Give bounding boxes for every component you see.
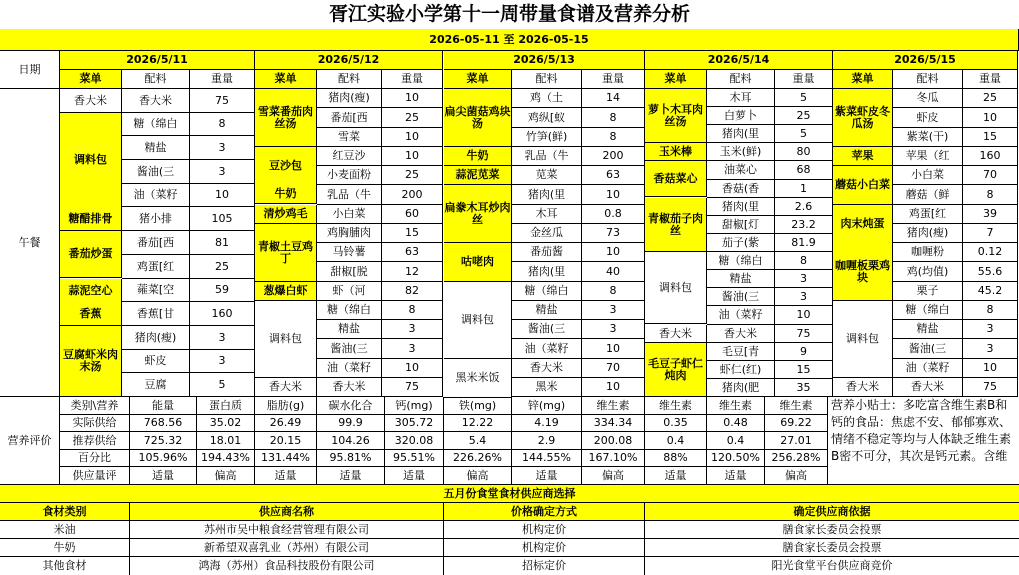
ingredient-cell: 木耳 xyxy=(512,205,582,224)
nutrition-value: 适量 xyxy=(317,467,385,485)
weight-cell: 3 xyxy=(190,326,255,350)
col-header-ingredient: 配料 xyxy=(317,70,382,89)
ingredient-cell: 糖（绵白 xyxy=(893,301,963,320)
ingredient-cell: 糖（绵白 xyxy=(707,252,775,270)
dish-name: 蘑菇小白菜 xyxy=(833,166,893,205)
ingredient-cell: 小白菜 xyxy=(893,166,963,185)
nutrition-value: 131.44% xyxy=(255,450,317,467)
dish-name: 糖醋排骨 xyxy=(60,207,122,231)
ingredient-cell: 酱油(三 xyxy=(122,160,190,184)
col-header-weight: 重量 xyxy=(190,70,255,89)
weight-cell: 23.2 xyxy=(775,216,833,234)
nutrition-value: 适量 xyxy=(385,467,444,485)
weight-cell: 105 xyxy=(190,207,255,231)
nutrition-value: 铁(mg) xyxy=(444,397,512,415)
weight-cell: 0.12 xyxy=(963,243,1018,262)
nutrition-value: 适量 xyxy=(255,467,317,485)
ingredient-cell: 鸡（土 xyxy=(512,89,582,108)
nutrition-value: 12.22 xyxy=(444,415,512,432)
weight-cell: 3 xyxy=(382,320,443,339)
ingredient-cell: 黑米 xyxy=(512,378,582,397)
col-header-weight: 重量 xyxy=(963,70,1018,89)
supplier-cell: 米油 xyxy=(0,521,130,539)
ingredient-cell: 乳品（牛 xyxy=(512,147,582,166)
weight-cell: 10 xyxy=(382,359,443,378)
ingredient-cell: 酱油(三 xyxy=(317,339,382,359)
nutrition-value: 锌(mg) xyxy=(512,397,582,415)
ingredient-cell: 玉米(鲜) xyxy=(707,143,775,161)
nutrition-value: 5.4 xyxy=(444,432,512,450)
day-date: 2026/5/12 xyxy=(255,51,443,70)
dish-name: 调料包 xyxy=(444,282,512,359)
nutrition-value: 69.22 xyxy=(765,415,828,432)
weight-cell: 25 xyxy=(382,108,443,128)
ingredient-cell: 栗子 xyxy=(893,282,963,301)
supplier-cell: 牛奶 xyxy=(0,539,130,557)
dish-name: 肉末炖蛋 xyxy=(833,205,893,244)
weight-cell: 3 xyxy=(190,350,255,373)
nutrition-value: 99.9 xyxy=(317,415,385,432)
weight-cell: 10 xyxy=(190,184,255,207)
col-header-weight: 重量 xyxy=(382,70,443,89)
nutrition-value: 0.35 xyxy=(645,415,707,432)
col-header-ingredient: 配料 xyxy=(122,70,190,89)
ingredient-cell: 蕹菜[空 xyxy=(122,279,190,302)
ingredient-cell: 猪肉(瘦) xyxy=(122,326,190,350)
weight-cell: 5 xyxy=(775,125,833,143)
nutrition-value: 334.34 xyxy=(582,415,645,432)
supplier-title: 五月份食堂食材供应商选择 xyxy=(0,485,1019,503)
ingredient-cell: 鸡蛋[红 xyxy=(893,205,963,224)
weight-cell: 5 xyxy=(775,89,833,107)
weight-cell: 75 xyxy=(190,89,255,113)
ingredient-cell: 糖（绵白 xyxy=(122,113,190,136)
nutrition-value: 27.01 xyxy=(765,432,828,450)
dish-name: 牛奶 xyxy=(255,185,317,204)
lunch-label: 午餐 xyxy=(0,89,60,397)
weight-cell: 3 xyxy=(775,288,833,306)
dish-name: 雪菜番茄肉丝汤 xyxy=(255,89,317,147)
dish-name: 黑米米饭 xyxy=(444,359,512,398)
nutrition-value: 194.43% xyxy=(197,450,255,467)
supplier-cell: 其他食材 xyxy=(0,557,130,575)
ingredient-cell: 苹果（红 xyxy=(893,147,963,166)
weight-cell: 81.9 xyxy=(775,234,833,252)
weight-cell: 10 xyxy=(382,128,443,147)
nutrition-value: 305.72 xyxy=(385,415,444,432)
ingredient-cell: 小麦面粉 xyxy=(317,166,382,185)
day-date: 2026/5/11 xyxy=(60,51,255,70)
nutrition-eval-label: 营养评价 xyxy=(0,397,60,485)
weight-cell: 70 xyxy=(582,359,645,378)
ingredient-cell: 番茄[西 xyxy=(317,108,382,128)
nutrition-value: 0.4 xyxy=(645,432,707,450)
ingredient-cell: 油（菜籽 xyxy=(893,359,963,378)
weight-cell: 10 xyxy=(382,89,443,108)
dish-name: 牛奶 xyxy=(444,147,512,166)
nutrition-value: 维生素 xyxy=(582,397,645,415)
dish-name: 蒜泥空心 xyxy=(60,279,122,303)
weight-cell: 3 xyxy=(582,301,645,320)
weight-cell: 160 xyxy=(190,302,255,326)
ingredient-cell: 猪肉(肥 xyxy=(707,379,775,397)
dish-name: 玉米棒 xyxy=(645,143,707,161)
ingredient-cell: 雪菜 xyxy=(317,128,382,147)
ingredient-cell: 酱油(三 xyxy=(707,288,775,306)
weight-cell: 8 xyxy=(582,108,645,128)
nutrition-value: 725.32 xyxy=(130,432,197,450)
dish-name: 香大米 xyxy=(60,89,122,113)
nutrition-value: 105.96% xyxy=(130,450,197,467)
dish-name: 扁尖菌菇鸡块汤 xyxy=(444,89,512,147)
nutrition-row-label: 百分比 xyxy=(60,450,130,467)
ingredient-cell: 猪肉(瘦) xyxy=(893,224,963,243)
sheet-title: 胥江实验小学第十一周带量食谱及营养分析 xyxy=(0,0,1019,30)
nutrition-row-label: 类别\营养 xyxy=(60,397,130,415)
weight-cell: 3 xyxy=(963,320,1018,339)
day-date: 2026/5/15 xyxy=(833,51,1018,70)
ingredient-cell: 鸡蛋[红 xyxy=(122,255,190,279)
ingredient-cell: 糖（绵白 xyxy=(512,282,582,301)
ingredient-cell: 香菇(香 xyxy=(707,180,775,198)
col-header-dish: 菜单 xyxy=(444,70,512,89)
nutrition-value: 18.01 xyxy=(197,432,255,450)
weight-cell: 3 xyxy=(582,320,645,339)
col-header-dish: 菜单 xyxy=(255,70,317,89)
dish-name: 青椒土豆鸡丁 xyxy=(255,224,317,282)
nutrition-value: 200.08 xyxy=(582,432,645,450)
nutrition-value: 2.9 xyxy=(512,432,582,450)
nutrition-value: 120.50% xyxy=(707,450,765,467)
weight-cell: 60 xyxy=(382,205,443,224)
supplier-cell: 阳光食堂平台供应商竞价 xyxy=(771,559,893,572)
nutrition-value: 26.49 xyxy=(255,415,317,432)
ingredient-cell: 白萝卜 xyxy=(707,107,775,125)
date-label: 日期 xyxy=(0,51,60,89)
weight-cell: 3 xyxy=(190,160,255,184)
weight-cell: 39 xyxy=(963,205,1018,224)
weight-cell: 10 xyxy=(582,378,645,397)
nutrition-value: 维生素 xyxy=(707,397,765,415)
weight-cell: 25 xyxy=(963,89,1018,108)
ingredient-cell: 苋菜 xyxy=(512,166,582,185)
weight-cell: 12 xyxy=(382,262,443,282)
supplier-cell: 机构定价 xyxy=(444,539,645,557)
nutrition-value: 20.15 xyxy=(255,432,317,450)
ingredient-cell: 酱油(三 xyxy=(893,339,963,359)
ingredient-cell: 油（菜籽 xyxy=(317,359,382,378)
weight-cell: 40 xyxy=(582,262,645,282)
ingredient-cell: 香大米 xyxy=(122,89,190,113)
dish-name: 调料包 xyxy=(255,301,317,378)
ingredient-cell: 鸡(均值) xyxy=(893,262,963,282)
weight-cell: 73 xyxy=(582,224,645,243)
nutrition-value: 偏高 xyxy=(765,467,828,485)
dish-name: 紫菜虾皮冬瓜汤 xyxy=(833,89,893,147)
weight-cell: 10 xyxy=(963,108,1018,128)
dish-name: 豆腐虾米肉末汤 xyxy=(60,326,122,397)
ingredient-cell: 精盐 xyxy=(512,301,582,320)
weight-cell: 3 xyxy=(775,270,833,288)
col-header-ingredient: 配料 xyxy=(512,70,582,89)
ingredient-cell: 番茄酱 xyxy=(512,243,582,262)
nutrition-value: 95.51% xyxy=(385,450,444,467)
dish-name: 扁豢木耳炒肉丝 xyxy=(444,185,512,243)
dish-name: 毛豆子虾仁炖肉 xyxy=(645,343,707,397)
weight-cell: 25 xyxy=(382,166,443,185)
nutrition-row-label: 实际供给 xyxy=(60,415,130,432)
ingredient-cell: 金丝瓜 xyxy=(512,224,582,243)
ingredient-cell: 糖（绵白 xyxy=(317,301,382,320)
supplier-cell: 膳食家长委员会投票 xyxy=(645,521,1019,539)
ingredient-cell: 香大米 xyxy=(707,325,775,343)
col-header-dish: 菜单 xyxy=(833,70,893,89)
ingredient-cell: 冬瓜 xyxy=(893,89,963,108)
nutrition-value: 88% xyxy=(645,450,707,467)
ingredient-cell: 精盐 xyxy=(707,270,775,288)
ingredient-cell: 精盐 xyxy=(317,320,382,339)
ingredient-cell: 香大米 xyxy=(512,359,582,378)
nutrition-value: 35.02 xyxy=(197,415,255,432)
nutrition-value: 适量 xyxy=(707,467,765,485)
nutrition-value: 维生素 xyxy=(645,397,707,415)
weight-cell: 55.6 xyxy=(963,262,1018,282)
ingredient-cell: 香蕉[甘 xyxy=(122,302,190,326)
weight-cell: 59 xyxy=(190,279,255,302)
weight-cell: 81 xyxy=(190,231,255,255)
nutrition-row-label: 供应量评 xyxy=(60,467,130,485)
supplier-header: 价格确定方式 xyxy=(444,503,645,521)
supplier-cell: 招标定价 xyxy=(444,557,645,575)
dish-name: 豆沙包 xyxy=(255,147,317,186)
supplier-cell: 苏州市吴中粮食经营管理有限公司 xyxy=(130,521,444,539)
weight-cell: 8 xyxy=(582,128,645,147)
dish-name: 调料包 xyxy=(645,252,707,324)
weight-cell: 15 xyxy=(775,361,833,379)
dish-name: 香菇菜心 xyxy=(645,161,707,197)
nutrition-value: 4.19 xyxy=(512,415,582,432)
weight-cell: 15 xyxy=(963,128,1018,147)
nutrition-value: 适量 xyxy=(512,467,582,485)
supplier-cell: 新希望双喜乳业（苏州）有限公司 xyxy=(130,539,444,557)
dish-name: 苹果 xyxy=(833,147,893,166)
ingredient-cell: 猪肉(里 xyxy=(512,185,582,205)
nutrition-value: 适量 xyxy=(130,467,197,485)
ingredient-cell: 毛豆[青 xyxy=(707,343,775,361)
nutrition-value: 偏高 xyxy=(197,467,255,485)
ingredient-cell: 鸡胸脯肉 xyxy=(317,224,382,243)
dish-name: 香蕉 xyxy=(60,302,122,326)
weight-cell: 8 xyxy=(582,282,645,301)
nutrition-row-label: 推荐供给 xyxy=(60,432,130,450)
col-header-ingredient: 配料 xyxy=(707,70,775,89)
nutrition-value: 256.28% xyxy=(765,450,828,467)
date-range: 2026-05-11 至 2026-05-15 xyxy=(0,29,1019,51)
weight-cell: 10 xyxy=(382,147,443,166)
weight-cell: 25 xyxy=(190,255,255,279)
dish-name: 葱爆白虾 xyxy=(255,282,317,301)
weight-cell: 0.8 xyxy=(582,205,645,224)
nutrition-value: 320.08 xyxy=(385,432,444,450)
ingredient-cell: 木耳 xyxy=(707,89,775,107)
weight-cell: 10 xyxy=(582,339,645,359)
weight-cell: 3 xyxy=(382,339,443,359)
ingredient-cell: 甜椒[脱 xyxy=(317,262,382,282)
weight-cell: 63 xyxy=(582,166,645,185)
ingredient-cell: 猪小排 xyxy=(122,207,190,231)
ingredient-cell: 精盐 xyxy=(122,136,190,160)
dish-name: 香大米 xyxy=(255,378,317,397)
weight-cell: 35 xyxy=(775,379,833,397)
supplier-cell: 鸿海（苏州）食品科技股份有限公司 xyxy=(130,557,444,575)
nutrition-value: 维生素 xyxy=(765,397,828,415)
nutrition-value: 226.26% xyxy=(444,450,512,467)
supplier-cell: 膳食家长委员会投票 xyxy=(645,539,1019,557)
ingredient-cell: 茄子(紫 xyxy=(707,234,775,252)
nutrition-value: 167.10% xyxy=(582,450,645,467)
ingredient-cell: 虾（河 xyxy=(317,282,382,301)
ingredient-cell: 虾皮 xyxy=(122,350,190,373)
supplier-header: 食材类别 xyxy=(0,503,130,521)
dish-name: 香大米 xyxy=(833,378,893,397)
ingredient-cell: 油（菜籽 xyxy=(122,184,190,207)
dish-name: 调料包 xyxy=(833,301,893,378)
supplier-header: 供应商名称 xyxy=(130,503,444,521)
nutrition-value: 能量 xyxy=(130,397,197,415)
dish-name: 青椒茄子肉丝 xyxy=(645,198,707,252)
nutrition-value: 95.81% xyxy=(317,450,385,467)
ingredient-cell: 油菜心 xyxy=(707,161,775,180)
ingredient-cell: 马铃薯 xyxy=(317,243,382,262)
weight-cell: 200 xyxy=(382,185,443,205)
ingredient-cell: 虾皮 xyxy=(893,108,963,128)
col-header-weight: 重量 xyxy=(582,70,645,89)
ingredient-cell: 香大米 xyxy=(893,378,963,397)
ingredient-cell: 酱油(三 xyxy=(512,320,582,339)
nutrition-value: 0.4 xyxy=(707,432,765,450)
ingredient-cell: 香大米 xyxy=(317,378,382,397)
weight-cell: 75 xyxy=(775,325,833,343)
nutrition-value: 蛋白质 xyxy=(197,397,255,415)
col-header-dish: 菜单 xyxy=(60,70,122,89)
dish-name: 咖喱板栗鸡块 xyxy=(833,243,893,301)
nutrition-value: 碳水化合 xyxy=(317,397,385,415)
ingredient-cell: 竹笋(鲜) xyxy=(512,128,582,147)
weight-cell: 9 xyxy=(775,343,833,361)
ingredient-cell: 蘑菇（鲜 xyxy=(893,185,963,205)
dish-name: 番茄炒蛋 xyxy=(60,231,122,278)
nutrition-value: 0.48 xyxy=(707,415,765,432)
nutrition-value: 偏高 xyxy=(444,467,512,485)
weight-cell: 45.2 xyxy=(963,282,1018,301)
weight-cell: 14 xyxy=(582,89,645,108)
weight-cell: 7 xyxy=(963,224,1018,243)
weight-cell: 1 xyxy=(775,180,833,198)
nutrition-value: 适量 xyxy=(645,467,707,485)
supplier-cell: 机构定价 xyxy=(444,521,645,539)
weight-cell: 2.6 xyxy=(775,198,833,216)
col-header-dish: 菜单 xyxy=(645,70,707,89)
ingredient-cell: 猪肉(里 xyxy=(707,198,775,216)
nutrition-value: 偏高 xyxy=(582,467,645,485)
weight-cell: 3 xyxy=(190,136,255,160)
ingredient-cell: 紫菜(干) xyxy=(893,128,963,147)
weight-cell: 3 xyxy=(963,339,1018,359)
weight-cell: 10 xyxy=(775,306,833,325)
weight-cell: 70 xyxy=(963,166,1018,185)
weight-cell: 15 xyxy=(382,224,443,243)
weight-cell: 68 xyxy=(775,161,833,180)
nutrition-value: 104.26 xyxy=(317,432,385,450)
weight-cell: 160 xyxy=(963,147,1018,166)
ingredient-cell: 豆腐 xyxy=(122,373,190,397)
col-header-ingredient: 配料 xyxy=(893,70,963,89)
nutrition-tip: 营养小贴士：多吃富含维生素B和钙的食品：焦虑不安、郁郁寡欢、情绪不稳定等均与人体缺乏维生素B密不可分，其次是钙元素。含维 xyxy=(828,397,1019,485)
nutrition-value: 钙(mg) xyxy=(385,397,444,415)
weight-cell: 200 xyxy=(582,147,645,166)
nutrition-value: 144.55% xyxy=(512,450,582,467)
dish-name: 蒜泥苋菜 xyxy=(444,166,512,185)
ingredient-cell: 红豆沙 xyxy=(317,147,382,166)
weight-cell: 10 xyxy=(582,243,645,262)
ingredient-cell: 乳品（牛 xyxy=(317,185,382,205)
ingredient-cell: 猪肉(里 xyxy=(512,262,582,282)
weight-cell: 75 xyxy=(963,378,1018,397)
ingredient-cell: 油（菜籽 xyxy=(512,339,582,359)
ingredient-cell: 猪肉(里 xyxy=(707,125,775,143)
ingredient-cell: 虾仁(红) xyxy=(707,361,775,379)
weight-cell: 82 xyxy=(382,282,443,301)
ingredient-cell: 精盐 xyxy=(893,320,963,339)
dish-name: 清炒鸡毛 xyxy=(255,205,317,224)
supplier-header: 确定供应商依据 xyxy=(645,503,1019,521)
nutrition-value: 脂肪(g) xyxy=(255,397,317,415)
ingredient-cell: 咖喱粉 xyxy=(893,243,963,262)
weight-cell: 10 xyxy=(963,359,1018,378)
weight-cell: 8 xyxy=(775,252,833,270)
ingredient-cell: 小白菜 xyxy=(317,205,382,224)
nutrition-value: 768.56 xyxy=(130,415,197,432)
ingredient-cell: 油（菜籽 xyxy=(707,306,775,325)
weight-cell: 5 xyxy=(190,373,255,397)
weight-cell: 8 xyxy=(382,301,443,320)
day-date: 2026/5/14 xyxy=(645,51,833,70)
col-header-weight: 重量 xyxy=(775,70,833,89)
weight-cell: 8 xyxy=(963,301,1018,320)
ingredient-cell: 鸡纵[蚁 xyxy=(512,108,582,128)
dish-name: 萝卜木耳肉丝汤 xyxy=(645,89,707,143)
dish-name: 调料包 xyxy=(60,113,122,208)
weight-cell: 8 xyxy=(963,185,1018,205)
weight-cell: 10 xyxy=(582,185,645,205)
ingredient-cell: 猪肉(瘦) xyxy=(317,89,382,108)
dish-name: 香大米 xyxy=(645,325,707,343)
weight-cell: 63 xyxy=(382,243,443,262)
ingredient-cell: 甜椒[灯 xyxy=(707,216,775,234)
weight-cell: 25 xyxy=(775,107,833,125)
dish-name: 咕咾肉 xyxy=(444,243,512,282)
day-date: 2026/5/13 xyxy=(444,51,645,70)
ingredient-cell: 番茄[西 xyxy=(122,231,190,255)
weight-cell: 80 xyxy=(775,143,833,161)
weight-cell: 75 xyxy=(382,378,443,397)
weight-cell: 8 xyxy=(190,113,255,136)
